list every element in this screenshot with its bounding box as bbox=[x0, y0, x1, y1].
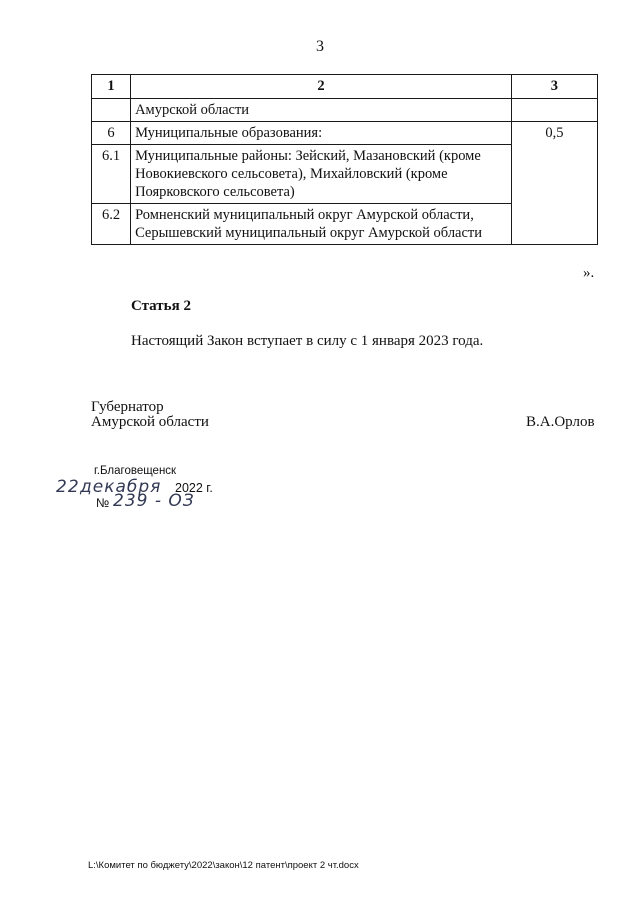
signatory-title bbox=[91, 400, 209, 430]
cell-line: Муниципальные районы: Зейский, Мазановский (кроме bbox=[135, 148, 481, 164]
tariff-table bbox=[91, 74, 598, 245]
cell-line: Серышевский муниципальный округ Амурской области bbox=[135, 225, 483, 241]
number-sign: № bbox=[96, 496, 110, 510]
cell-value: 0,5 bbox=[511, 122, 597, 145]
table-header-row bbox=[92, 75, 598, 99]
header-col-3: 3 bbox=[511, 75, 597, 99]
cell-num: 6.1 bbox=[92, 145, 131, 204]
cell-name: Муниципальные образования: bbox=[131, 122, 512, 145]
cell-value bbox=[511, 204, 597, 245]
table-row bbox=[92, 99, 598, 122]
table-row bbox=[92, 204, 598, 245]
cell-value bbox=[511, 145, 597, 204]
header-col-1: 1 bbox=[92, 75, 131, 99]
city: г.Благовещенск bbox=[94, 465, 177, 477]
cell-value bbox=[511, 99, 597, 122]
cell-line: Ромненский муниципальный округ Амурской области, bbox=[135, 207, 474, 223]
cell-num bbox=[92, 99, 131, 122]
closing-quote: ». bbox=[583, 265, 595, 281]
table-row bbox=[92, 122, 598, 145]
header-col-2: 2 bbox=[131, 75, 512, 99]
date-year: 2022 г. bbox=[175, 481, 213, 495]
cell-num: 6.2 bbox=[92, 204, 131, 245]
handwritten-law-number: 239 - ОЗ bbox=[113, 491, 195, 511]
signatory-title-line: Амурской области bbox=[91, 414, 209, 430]
signatory-name: В.А.Орлов bbox=[526, 414, 595, 430]
cell-line: Поярковского сельсовета) bbox=[135, 184, 295, 200]
cell-line: Новокиевского сельсовета), Михайловский (кроме bbox=[135, 166, 448, 182]
handwritten-day: 22 bbox=[56, 477, 80, 497]
handwritten-month: декабря bbox=[80, 477, 162, 497]
article-title: Статья 2 bbox=[131, 298, 191, 314]
table-row bbox=[92, 145, 598, 204]
footer-file-path: L:\Комитет по бюджету\2022\закон\12 патент\проект 2 чт.docx bbox=[88, 860, 359, 871]
cell-num: 6 bbox=[92, 122, 131, 145]
cell-name bbox=[131, 145, 512, 204]
cell-continuation: Амурской области bbox=[131, 99, 512, 122]
article-text: Настоящий Закон вступает в силу с 1 января 2023 года. bbox=[131, 333, 484, 349]
signatory-title-line: Губернатор bbox=[91, 399, 164, 415]
cell-name bbox=[131, 204, 512, 245]
page-number: 3 bbox=[316, 38, 324, 55]
